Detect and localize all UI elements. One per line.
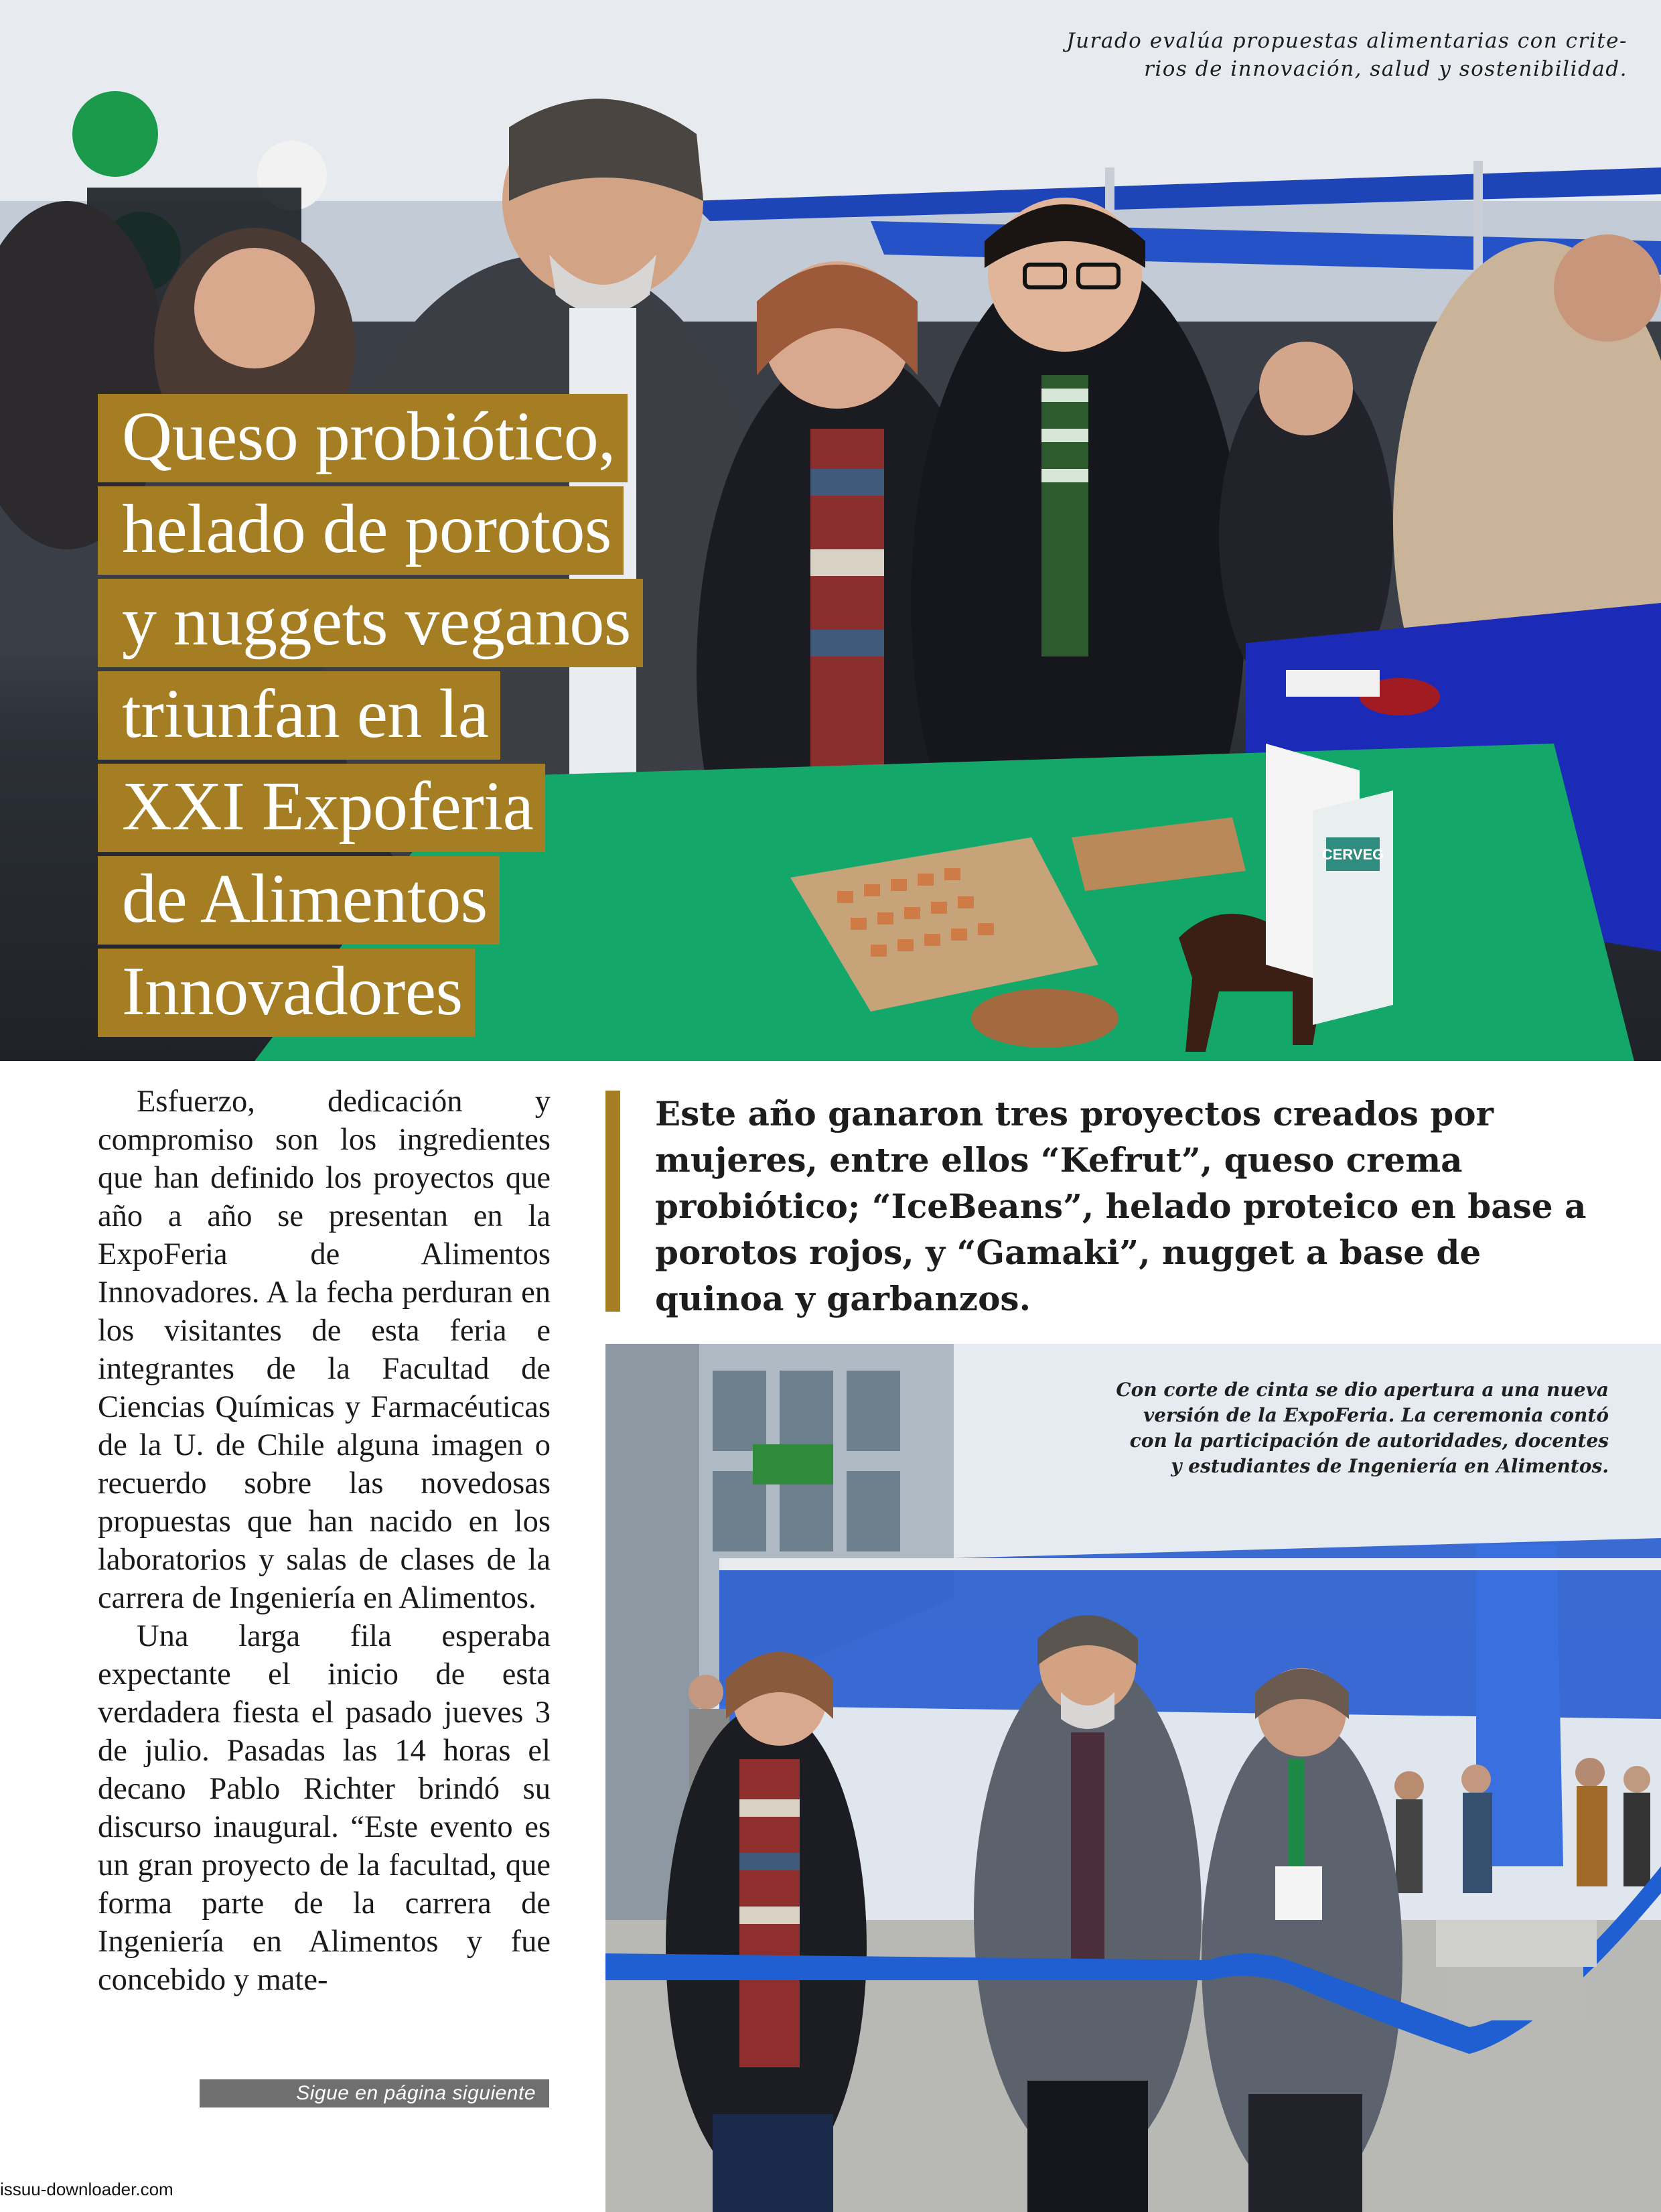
headline-line-text: XXI Expoferia [98,764,545,852]
watermark: issuu-downloader.com [0,2179,173,2199]
ribbon-caption-line: Con corte de cinta se dio apertura a una nueva [1116,1379,1609,1401]
headline-line [98,856,768,949]
ribbon-cutting-caption [1006,1377,1609,1479]
headline-line [98,764,768,856]
ribbon-cutting-photo [605,1344,1661,2212]
headline-line-text: y nuggets veganos [98,579,643,667]
pull-quote [605,1091,1610,1322]
headline-line [98,486,768,579]
hero-caption-line: Jurado evalúa propuestas alimentarias con crite- [1066,29,1628,53]
body-paragraph: Una larga fila esperaba expectante el inicio de esta verdadera fiesta el pasado jueves 3 de julio. Pasadas las 14 horas el decano Pablo Richter brindó su discurso inaugural. “Este evento es un gran proyecto de la facultad, que forma parte de la carrera de Ingeniería en Alimentos y fue concebido y mate- [98,1619,551,1997]
booth-sign-label: CERVEG [1321,846,1384,863]
pull-quote-accent-bar [605,1091,620,1312]
headline-line-text: Queso probiótico, [98,394,628,482]
headline-line-text: de Alimentos [98,856,500,945]
ribbon-caption-line: y estudiantes de Ingeniería en Alimentos. [1171,1455,1609,1477]
article-body [98,1083,551,1999]
hero-caption-line: rios de innovación, salud y sostenibilidad. [1144,57,1628,81]
headline-line-text: triunfan en la [98,671,500,760]
headline-line-text: helado de porotos [98,486,624,575]
headline-line [98,579,768,671]
headline-line [98,949,768,1041]
pull-quote-text: Este año ganaron tres proyectos creados por mujeres, entre ellos “Kefrut”, queso crema probiótico; “IceBeans”, helado proteico en base a porotos rojos, y “Gamaki”, nugget a base de quinoa y garbanzos. [655,1094,1587,1318]
headline-line [98,671,768,764]
headline [98,394,768,1041]
headline-line [98,394,768,486]
body-paragraph: Esfuerzo, dedicación y compromiso son los ingredientes que han definido los proyectos que año a año se presentan en la ExpoFeria de Alimentos Innovadores. A la fecha perduran en los visitantes de esta feria e integrantes de la Facultad de Ciencias Químicas y Farmacéuticas de la U. de Chile alguna imagen o recuerdo sobre las novedosas propuestas que han nacido en los laboratorios y salas de clases de la carrera de Ingeniería en Alimentos. [98,1085,551,1615]
ribbon-caption-line: con la participación de autoridades, docentes [1129,1430,1609,1452]
ribbon-caption-line: versión de la ExpoFeria. La ceremonia contó [1143,1404,1609,1426]
hero-caption [985,27,1628,83]
headline-line-text: Innovadores [98,949,475,1037]
continue-on-next-page: Sigue en página siguiente [200,2079,549,2107]
hero-photo [0,0,1661,1061]
